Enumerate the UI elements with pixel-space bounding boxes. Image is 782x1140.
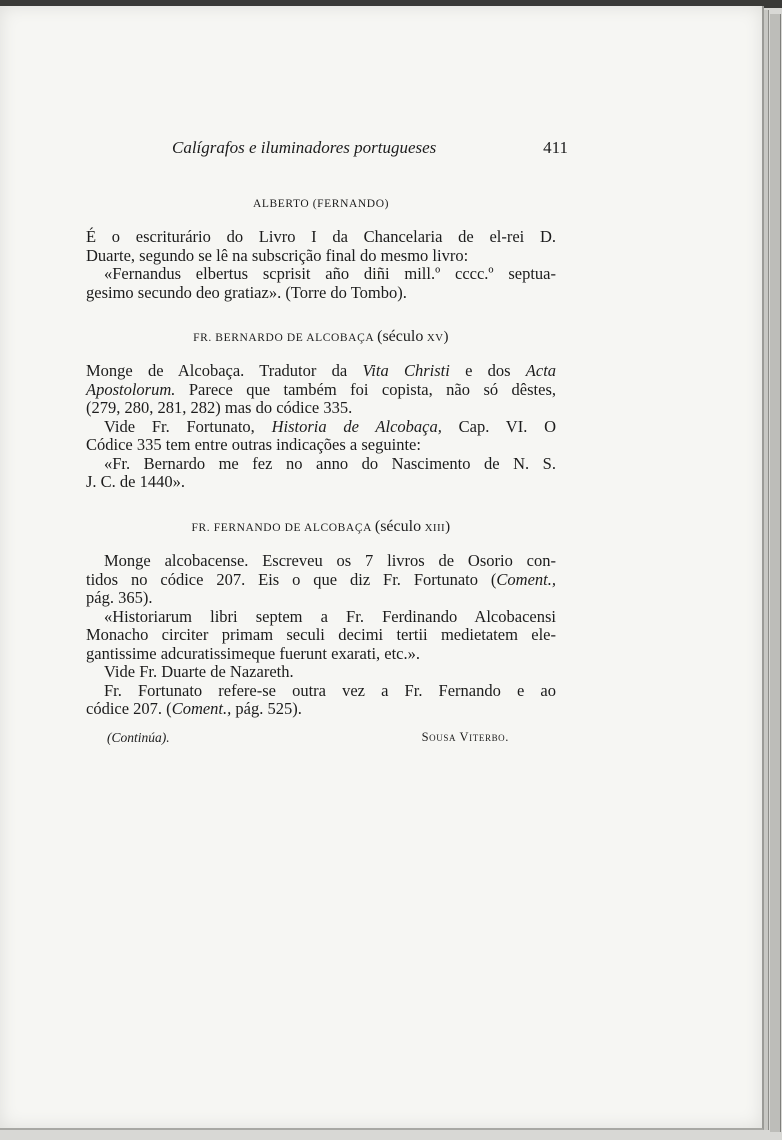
text-line: Monge de Alcobaça. Tradutor da Vita Christi e dos Acta <box>86 361 557 380</box>
text-line: «Historiarum libri septem a Fr. Ferdinando Alcobacensi <box>104 606 556 626</box>
text-line: «Fr. Bernardo me fez no anno do Nascimento de N. S. <box>104 453 556 473</box>
text-line: Monacho circiter primam seculi decimi tertii medietatem ele- <box>86 625 556 644</box>
section-body-bernardo <box>86 362 556 492</box>
page-stack-edge <box>770 14 781 1132</box>
running-title: Calígrafos e iluminadores portugueses <box>172 138 437 157</box>
text-line: códice 207. (Coment., pág. 525). <box>86 699 302 718</box>
section-heading-bernardo: FR. BERNARDO DE ALCOBAÇA (século xv) <box>193 328 449 345</box>
section-body-fernando <box>86 552 556 719</box>
text-line: gantissime adcuratissimeque fuerunt exarati, etc.». <box>86 643 421 663</box>
text-line: pág. 365). <box>86 588 153 607</box>
book-page <box>0 6 764 1130</box>
text-line: Vide Fr. Fortunato, Historia de Alcobaça, Cap. VI. O <box>104 416 557 436</box>
running-header <box>172 138 568 158</box>
text-line: tidos no códice 207. Eis o que diz Fr. Fortunato (Coment., <box>86 569 556 589</box>
text-line: J. C. de 1440». <box>86 472 185 491</box>
section-heading-fernando: FR. FERNANDO DE ALCOBAÇA (século xiii) <box>191 518 451 535</box>
text-line: «Fernandus elbertus scprisit año diñi mill.º cccc.º septua- <box>104 264 556 283</box>
continuation-note: (Continúa). <box>107 730 170 745</box>
page-number: 411 <box>543 138 568 157</box>
text-line: Vide Fr. Duarte de Nazareth. <box>104 662 294 681</box>
text-line: (279, 280, 281, 282) mas do códice 335. <box>86 398 353 417</box>
text-line: Códice 335 tem entre outras indicações a seguinte: <box>86 435 421 454</box>
page-footer <box>107 730 509 746</box>
text-line: Monge alcobacense. Escreveu os 7 livros de Osorio con- <box>104 551 556 570</box>
section-heading-alberto: ALBERTO (FERNANDO) <box>252 198 390 210</box>
author-signature: Sousa Viterbo. <box>421 730 509 744</box>
text-line: Duarte, segundo se lê na subscrição final do mesmo livro: <box>86 245 469 265</box>
section-body-alberto <box>86 228 556 302</box>
text-line: Apostolorum. Parece que também foi copista, não só dêstes, <box>86 379 557 399</box>
text-line: Fr. Fortunato refere-se outra vez a Fr. Fernando e ao <box>104 680 556 700</box>
text-line: É o escriturário do Livro I da Chancelaria de el-rei D. <box>86 227 556 246</box>
text-line: gesimo secundo deo gratiaz». (Torre do Tombo). <box>86 282 407 302</box>
